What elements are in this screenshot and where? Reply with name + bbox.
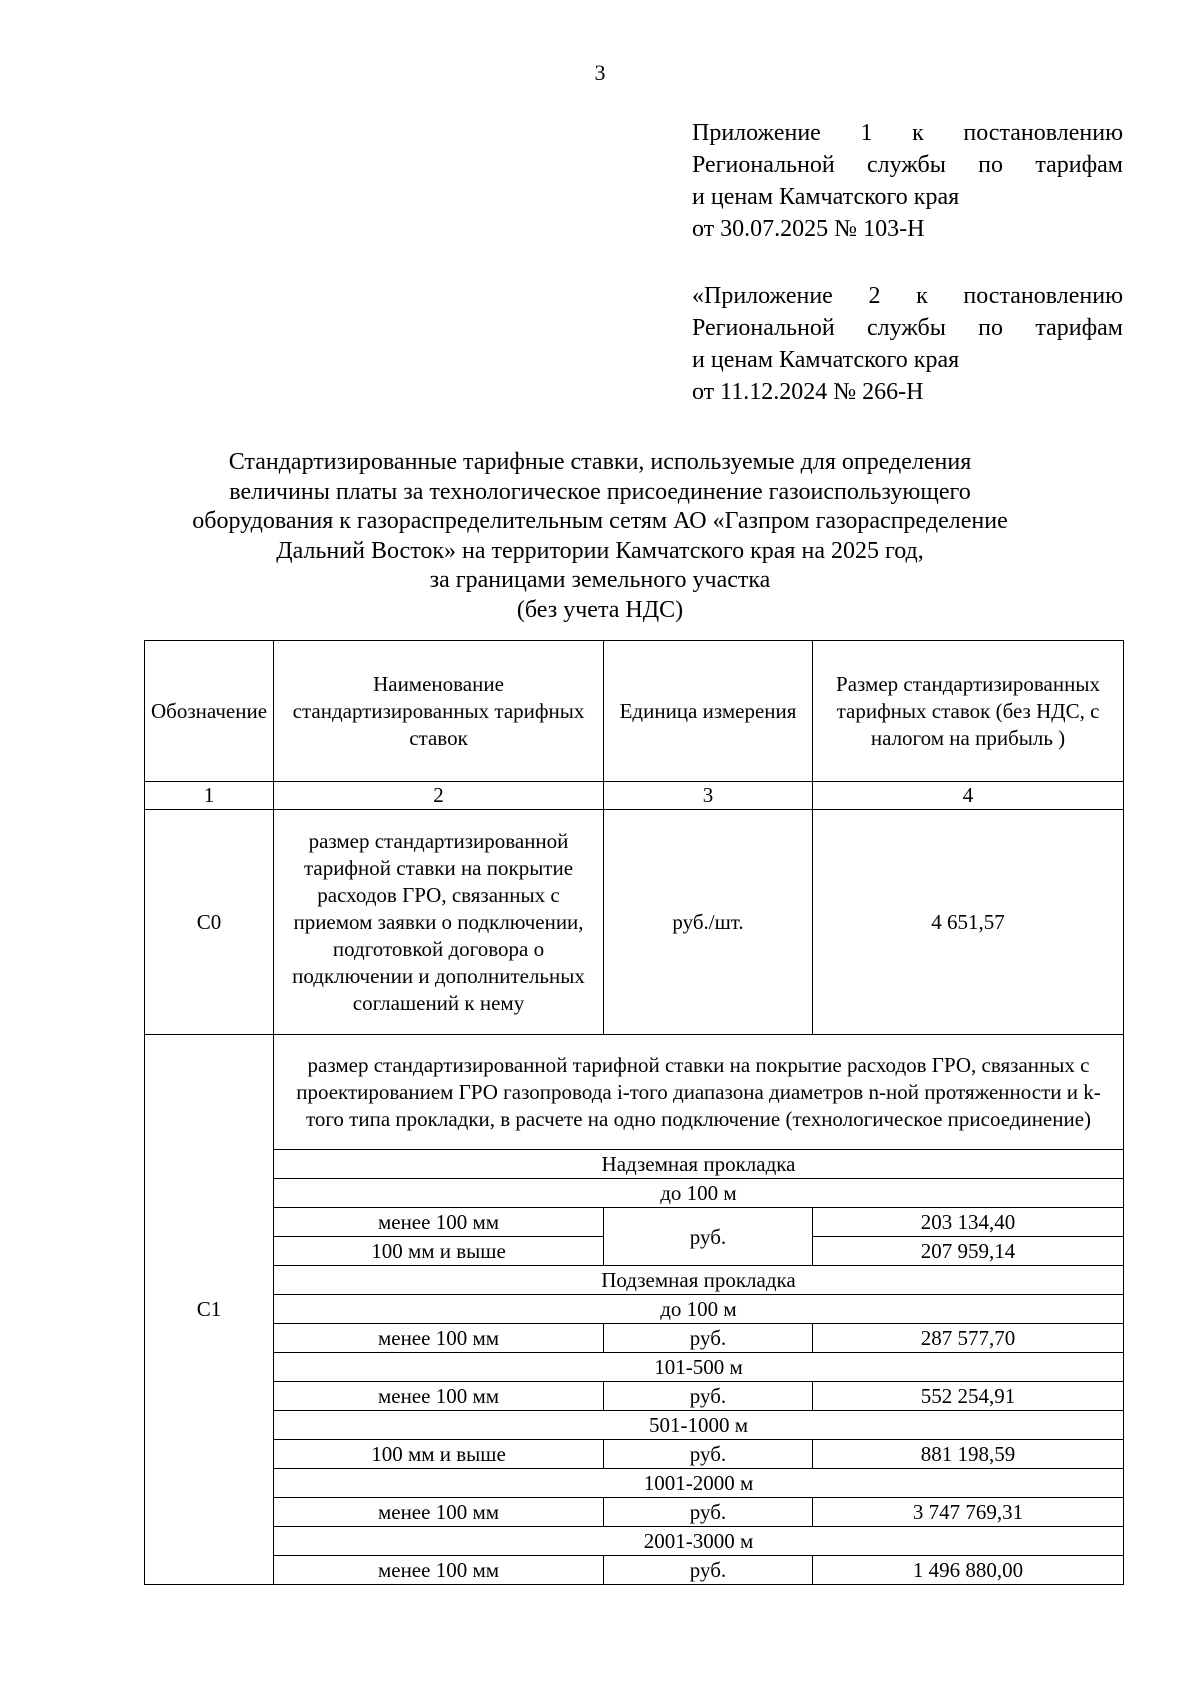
value-cell: 881 198,59 xyxy=(813,1440,1124,1469)
header-designation: Обозначение xyxy=(145,641,274,782)
table-row xyxy=(145,1382,1124,1411)
table-row xyxy=(145,1498,1124,1527)
laying-type-above-ground: Надземная прокладка xyxy=(274,1150,1124,1179)
appendix-line: «Приложение 2 к постановлению xyxy=(692,283,1123,309)
diameter-cell: менее 100 мм xyxy=(274,1498,604,1527)
c1-code: С1 xyxy=(145,1035,274,1585)
table-row xyxy=(145,1556,1124,1585)
column-number-row xyxy=(145,782,1124,810)
column-number: 2 xyxy=(274,782,604,810)
c0-name: размер стандартизированной тарифной ставки на покрытие расходов ГРО, связанных с приемом заявки о подключении, подготовкой договора о подключении и дополнительных соглашений к нему xyxy=(274,810,604,1035)
unit-cell: руб. xyxy=(604,1324,813,1353)
c0-value: 4 651,57 xyxy=(813,810,1124,1035)
diameter-cell: менее 100 мм xyxy=(274,1556,604,1585)
unit-cell: руб. xyxy=(604,1208,813,1266)
page-number: 3 xyxy=(594,60,606,85)
appendix-line: Региональной службы по тарифам xyxy=(692,152,1123,178)
appendix-line: и ценам Камчатского края xyxy=(692,184,960,210)
value-cell: 207 959,14 xyxy=(813,1237,1124,1266)
table-header-row xyxy=(145,641,1124,782)
value-cell: 287 577,70 xyxy=(813,1324,1124,1353)
appendix-line: Региональной службы по тарифам xyxy=(692,315,1123,341)
table-row-section xyxy=(145,1266,1124,1295)
value-cell: 3 747 769,31 xyxy=(813,1498,1124,1527)
unit-cell: руб. xyxy=(604,1556,813,1585)
unit-cell: руб. xyxy=(604,1440,813,1469)
header-unit: Единица измерения xyxy=(604,641,813,782)
laying-type-underground: Подземная прокладка xyxy=(274,1266,1124,1295)
value-cell: 203 134,40 xyxy=(813,1208,1124,1237)
table-row-c1-description xyxy=(145,1035,1124,1150)
diameter-cell: 100 мм и выше xyxy=(274,1440,604,1469)
table-row xyxy=(145,1324,1124,1353)
table-row xyxy=(145,1208,1124,1237)
table-row-length-range xyxy=(145,1411,1124,1440)
diameter-cell: менее 100 мм xyxy=(274,1382,604,1411)
title-line: за границами земельного участка xyxy=(429,567,771,593)
table-row-length-range xyxy=(145,1353,1124,1382)
appendix-line: от 30.07.2025 № 103-Н xyxy=(692,216,925,242)
length-range: 101-500 м xyxy=(274,1353,1124,1382)
tariff-table xyxy=(144,640,1124,1585)
table-row-length-range xyxy=(145,1295,1124,1324)
title-line: величины платы за технологическое присоединение газоиспользующего xyxy=(229,478,971,505)
appendix-amended-header xyxy=(692,280,1123,408)
length-range: 2001-3000 м xyxy=(274,1527,1124,1556)
table-row-length-range xyxy=(145,1179,1124,1208)
title-line: (без учета НДС) xyxy=(516,596,684,623)
length-range: до 100 м xyxy=(274,1295,1124,1324)
title-line: Дальний Восток» на территории Камчатского края на 2025 год, xyxy=(276,537,924,564)
length-range: 501-1000 м xyxy=(274,1411,1124,1440)
diameter-cell: менее 100 мм xyxy=(274,1208,604,1237)
document-title xyxy=(0,448,1200,625)
header-size: Размер стандартизированных тарифных ставок (без НДС, с налогом на прибыль ) xyxy=(813,641,1124,782)
length-range: 1001-2000 м xyxy=(274,1469,1124,1498)
table-row-length-range xyxy=(145,1469,1124,1498)
header-name: Наименование стандартизированных тарифных ставок xyxy=(274,641,604,782)
diameter-cell: 100 мм и выше xyxy=(274,1237,604,1266)
table-row xyxy=(145,1440,1124,1469)
diameter-cell: менее 100 мм xyxy=(274,1324,604,1353)
title-line: Стандартизированные тарифные ставки, используемые для определения xyxy=(228,449,972,475)
unit-cell: руб. xyxy=(604,1498,813,1527)
table-row-length-range xyxy=(145,1527,1124,1556)
c0-unit: руб./шт. xyxy=(604,810,813,1035)
column-number: 3 xyxy=(604,782,813,810)
appendix-current-header xyxy=(692,117,1123,245)
value-cell: 1 496 880,00 xyxy=(813,1556,1124,1585)
appendix-line: от 11.12.2024 № 266-Н xyxy=(692,379,924,405)
column-number: 4 xyxy=(813,782,1124,810)
appendix-line: Приложение 1 к постановлению xyxy=(692,120,1123,146)
title-line: оборудования к газораспределительным сетям АО «Газпром газораспределение xyxy=(192,508,1008,534)
c1-description: размер стандартизированной тарифной ставки на покрытие расходов ГРО, связанных с проектированием ГРО газопровода i-того диапазона диаметров n-ной протяженности и k-того типа прокладки, в расчете на одно подключение (технологическое присоединение) xyxy=(274,1035,1124,1150)
c0-code: С0 xyxy=(145,810,274,1035)
value-cell: 552 254,91 xyxy=(813,1382,1124,1411)
unit-cell: руб. xyxy=(604,1382,813,1411)
table-row-section xyxy=(145,1150,1124,1179)
table-row-c0 xyxy=(145,810,1124,1035)
column-number: 1 xyxy=(145,782,274,810)
appendix-line: и ценам Камчатского края xyxy=(692,347,960,373)
length-range: до 100 м xyxy=(274,1179,1124,1208)
